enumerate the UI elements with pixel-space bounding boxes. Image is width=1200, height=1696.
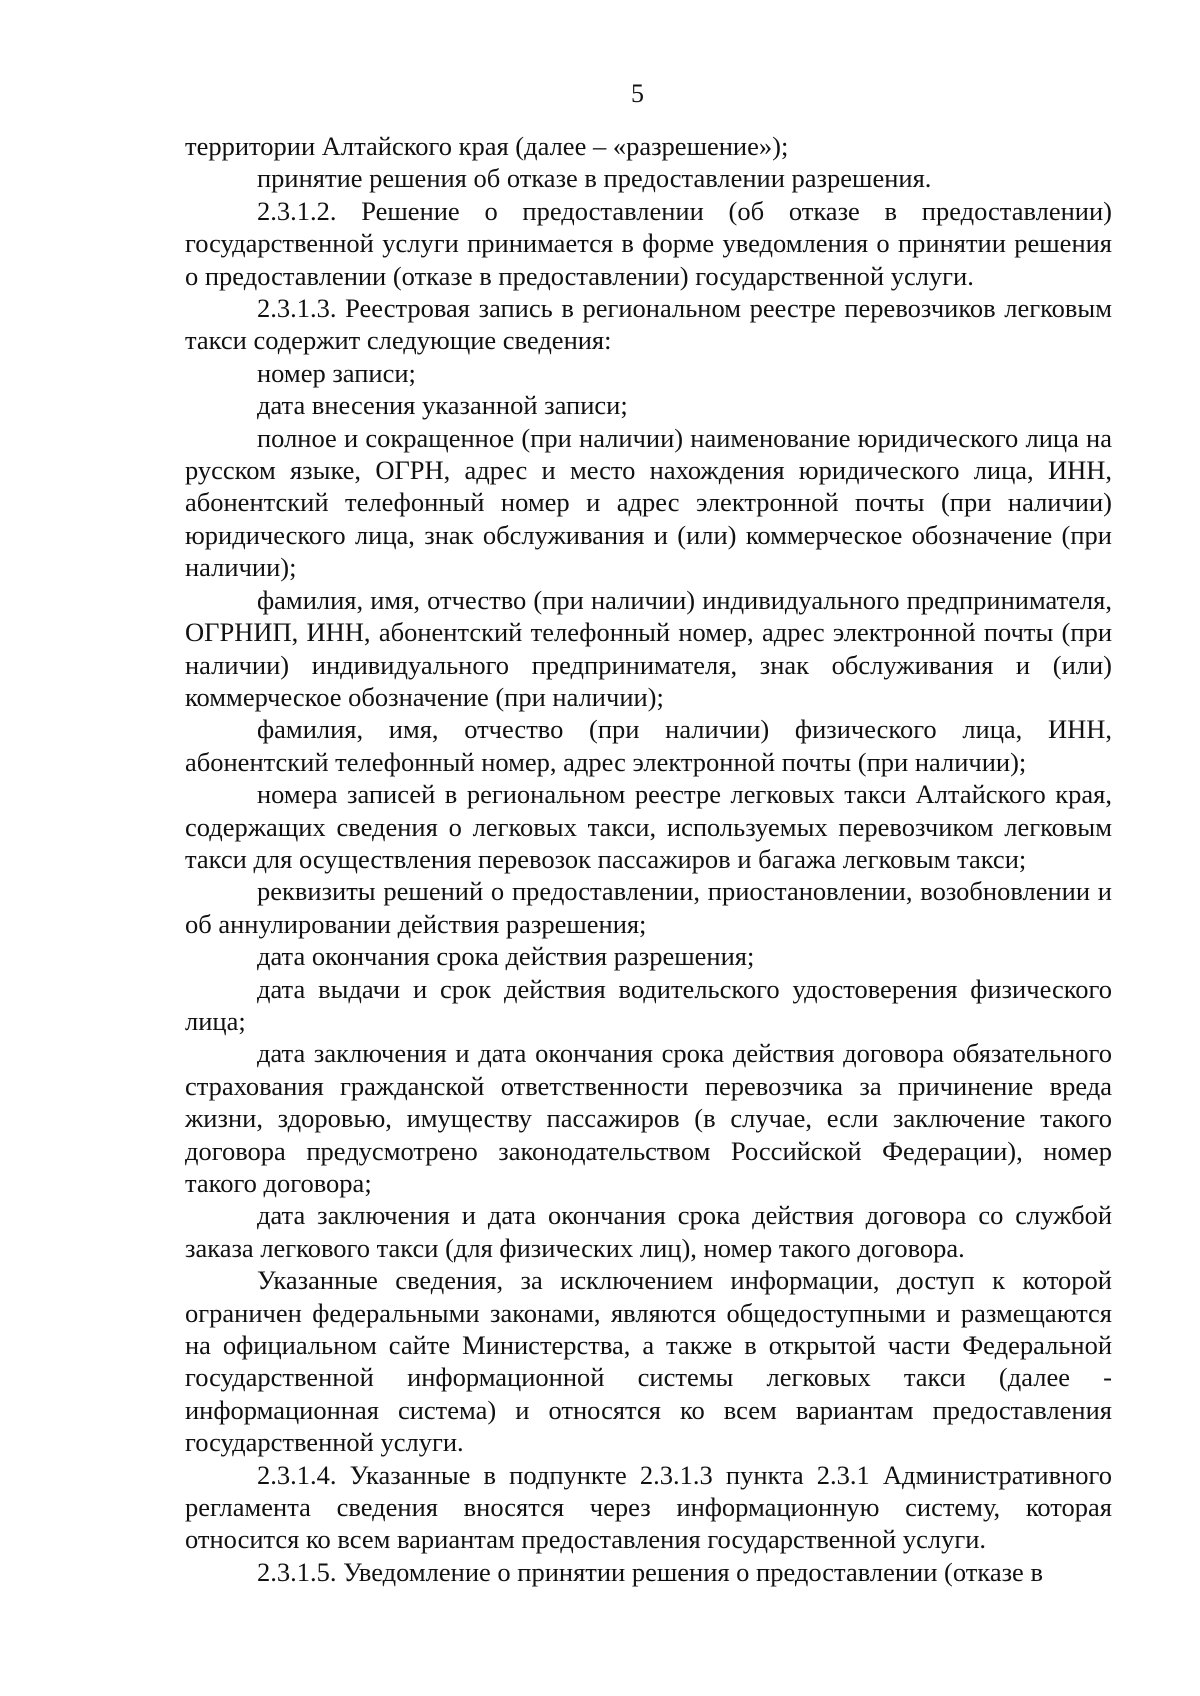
paragraph-2-3-1-3: 2.3.1.3. Реестровая запись в региональном реестре перевозчиков легковым такси содержит следующие сведения: <box>185 293 1112 356</box>
paragraph-public-information: Указанные сведения, за исключением информации, доступ к которой ограничен федеральными законами, являются общедоступными и размещаются на официальном сайте Министерства, а также в открытой части Федеральной государственной информационной системы легковых такси (далее - информационная система) и относятся ко всем вариантам предоставления государственной услуги. <box>185 1265 1112 1458</box>
list-item-record-number: номер записи; <box>257 357 416 388</box>
list-item-legal-entity: полное и сокращенное (при наличии) наименование юридического лица на русском языке, ОГРН, адрес и место нахождения юридического лица, ИНН, абонентский телефонный номер и адрес электронной почты (при наличии) юридического лица, знак обслуживания и (или) коммерческое обозначение (при наличии); <box>185 422 1112 583</box>
list-item-decision-details: реквизиты решений о предоставлении, приостановлении, возобновлении и об аннулировании действия разрешения; <box>185 876 1112 939</box>
list-item-permit-expiry: дата окончания срока действия разрешения; <box>257 941 755 972</box>
list-item-taxi-registry-records: номера записей в региональном реестре легковых такси Алтайского края, содержащих сведения о легковых такси, используемых перевозчиком легковым такси для осуществления перевозок пассажиров и багажа легковым такси; <box>185 779 1112 874</box>
list-item-natural-person: фамилия, имя, отчество (при наличии) физического лица, ИНН, абонентский телефонный номер, адрес электронной почты (при наличии); <box>185 714 1112 777</box>
list-item-driver-license: дата выдачи и срок действия водительского удостоверения физического лица; <box>185 973 1112 1036</box>
paragraph-territory-continuation: территории Алтайского края (далее – «разрешение»); <box>185 131 789 161</box>
list-item-dispatch-contract: дата заключения и дата окончания срока действия договора со службой заказа легкового такси (для физических лиц), номер такого договора. <box>185 1200 1112 1263</box>
document-body <box>185 130 1112 1588</box>
paragraph-2-3-1-4: 2.3.1.4. Указанные в подпункте 2.3.1.3 пункта 2.3.1 Административного регламента сведения вносятся через информационную систему, которая относится ко всем вариантам предоставления государственной услуги. <box>185 1459 1112 1555</box>
list-item-record-date: дата внесения указанной записи; <box>257 390 628 421</box>
paragraph-2-3-1-5: 2.3.1.5. Уведомление о принятии решения о предоставлении (отказе в <box>257 1556 1043 1587</box>
list-item-insurance-contract: дата заключения и дата окончания срока действия договора обязательного страхования гражданской ответственности перевозчика за причинение вреда жизни, здоровью, имуществу пассажиров (в случае, если заключение такого договора предусмотрено законодательством Российской Федерации), номер такого договора; <box>185 1038 1112 1198</box>
paragraph-2-3-1-2: 2.3.1.2. Решение о предоставлении (об отказе в предоставлении) государственной услуги принимается в форме уведомления о принятии решения о предоставлении (отказе в предоставлении) государственной услуги. <box>185 195 1112 291</box>
page-number: 5 <box>631 79 644 108</box>
list-item-individual-entrepreneur: фамилия, имя, отчество (при наличии) индивидуального предпринимателя, ОГРНИП, ИНН, абонентский телефонный номер, адрес электронной почты (при наличии) индивидуального предпринимателя, знак обслуживания и (или) коммерческое обозначение (при наличии); <box>185 584 1112 712</box>
paragraph-refusal-decision: принятие решения об отказе в предоставлении разрешения. <box>257 163 932 194</box>
